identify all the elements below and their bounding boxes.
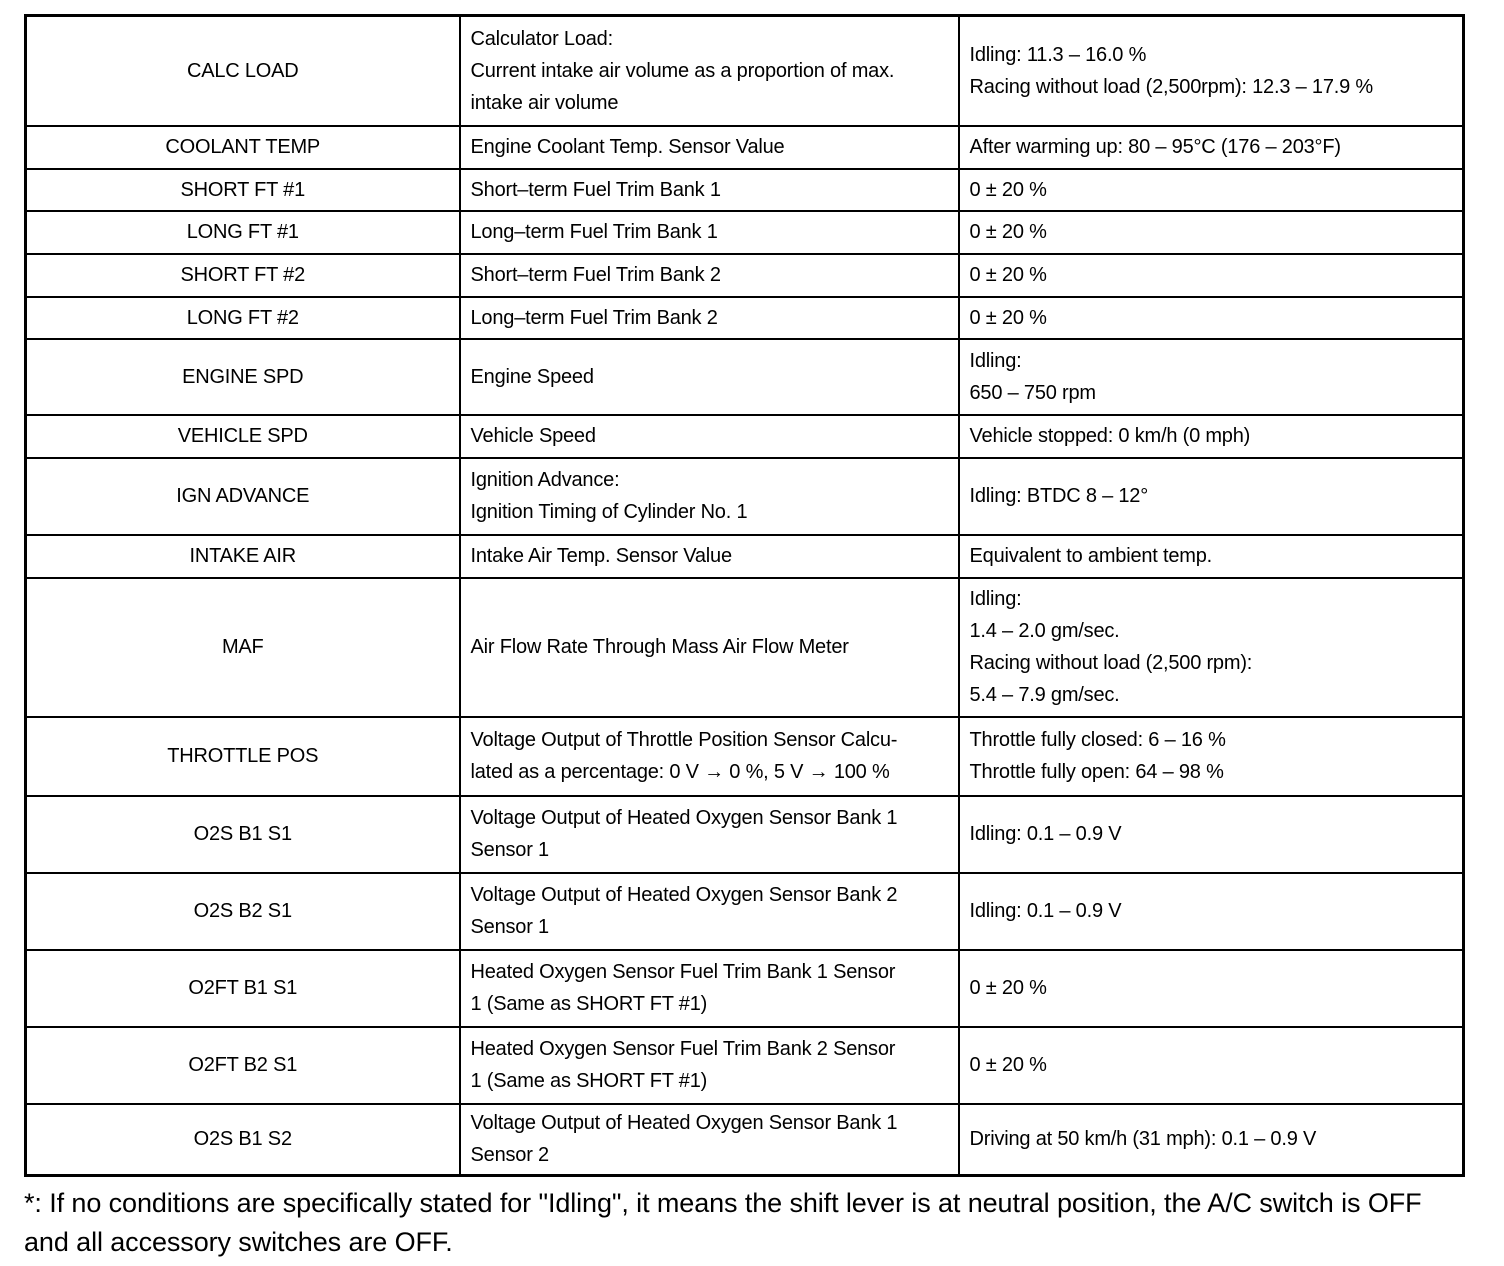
normal-condition-cell xyxy=(959,458,1464,535)
description-cell xyxy=(460,796,959,873)
description-line: Heated Oxygen Sensor Fuel Trim Bank 2 Sensor xyxy=(470,1038,896,1060)
item-name-cell: LONG FT #1 xyxy=(26,211,460,254)
description-cell xyxy=(460,339,959,415)
item-name-cell: IGN ADVANCE xyxy=(26,458,460,535)
table-row xyxy=(26,169,1464,211)
condition-line: Idling: 0.1 – 0.9 V xyxy=(969,900,1122,922)
description-cell xyxy=(460,211,959,254)
description-line: Current intake air volume as a proportion of max. xyxy=(470,59,895,82)
normal-condition-cell xyxy=(959,339,1464,415)
description-cell xyxy=(460,950,959,1027)
item-name-cell: INTAKE AIR xyxy=(26,535,460,578)
condition-line: Equivalent to ambient temp. xyxy=(969,545,1213,567)
condition-line: 0 ± 20 % xyxy=(969,1054,1047,1076)
description-line: Voltage Output of Throttle Position Sensor Calcu- xyxy=(470,729,898,751)
table-body xyxy=(26,16,1464,1176)
table-row xyxy=(26,1027,1464,1104)
table-row xyxy=(26,578,1464,717)
item-name-cell: VEHICLE SPD xyxy=(26,415,460,458)
condition-line: Idling: 11.3 – 16.0 % xyxy=(969,43,1147,66)
description-line: Long–term Fuel Trim Bank 2 xyxy=(470,306,718,329)
item-name-cell: THROTTLE POS xyxy=(26,717,460,796)
table-row xyxy=(26,297,1464,339)
description-line: 1 (Same as SHORT FT #1) xyxy=(470,993,708,1015)
normal-condition-cell xyxy=(959,717,1464,796)
description-line: Heated Oxygen Sensor Fuel Trim Bank 1 Sensor xyxy=(470,961,896,983)
condition-line: Racing without load (2,500rpm): 12.3 – 17.9 % xyxy=(969,75,1373,98)
condition-line: Vehicle stopped: 0 km/h (0 mph) xyxy=(969,425,1251,447)
description-cell xyxy=(460,535,959,578)
item-name-cell: MAF xyxy=(26,578,460,717)
item-name-cell: SHORT FT #2 xyxy=(26,254,460,297)
description-line: 1 (Same as SHORT FT #1) xyxy=(470,1070,708,1092)
description-line: Ignition Timing of Cylinder No. 1 xyxy=(470,501,748,523)
table-row xyxy=(26,415,1464,458)
description-line: Air Flow Rate Through Mass Air Flow Meter xyxy=(470,636,849,658)
condition-line: Driving at 50 km/h (31 mph): 0.1 – 0.9 V xyxy=(969,1128,1317,1151)
table-row xyxy=(26,126,1464,169)
table-row xyxy=(26,717,1464,796)
condition-line: 5.4 – 7.9 gm/sec. xyxy=(969,684,1120,706)
description-cell xyxy=(460,458,959,535)
description-line: Voltage Output of Heated Oxygen Sensor Bank 2 xyxy=(470,884,898,906)
normal-condition-cell xyxy=(959,535,1464,578)
item-name-cell: O2S B2 S1 xyxy=(26,873,460,950)
condition-line: Idling: xyxy=(969,588,1022,610)
normal-condition-cell xyxy=(959,297,1464,339)
normal-condition-cell xyxy=(959,1027,1464,1104)
description-line: Short–term Fuel Trim Bank 2 xyxy=(470,264,721,286)
table-row xyxy=(26,535,1464,578)
normal-condition-cell xyxy=(959,578,1464,717)
item-name-cell: ENGINE SPD xyxy=(26,339,460,415)
condition-line: 0 ± 20 % xyxy=(969,264,1047,286)
data-list-table xyxy=(24,14,1465,1177)
description-line: Long–term Fuel Trim Bank 1 xyxy=(470,221,718,243)
condition-line: Throttle fully open: 64 – 98 % xyxy=(969,761,1224,783)
description-cell xyxy=(460,16,959,126)
description-line: lated as a percentage: 0 V → 0 %, 5 V → 100 % xyxy=(470,761,890,783)
description-line: Short–term Fuel Trim Bank 1 xyxy=(470,178,721,201)
normal-condition-cell xyxy=(959,169,1464,211)
condition-line: 0 ± 20 % xyxy=(969,178,1047,201)
description-line: Engine Coolant Temp. Sensor Value xyxy=(470,136,785,158)
condition-line: After warming up: 80 – 95°C (176 – 203°F) xyxy=(969,136,1341,158)
description-line: Sensor 2 xyxy=(470,1144,549,1167)
item-name-cell: O2FT B1 S1 xyxy=(26,950,460,1027)
description-line: Ignition Advance: xyxy=(470,469,620,491)
normal-condition-cell xyxy=(959,796,1464,873)
description-cell xyxy=(460,873,959,950)
condition-line: 650 – 750 rpm xyxy=(969,381,1096,404)
description-cell xyxy=(460,1027,959,1104)
item-name-cell: SHORT FT #1 xyxy=(26,169,460,211)
condition-line: Throttle fully closed: 6 – 16 % xyxy=(969,729,1226,751)
table-row xyxy=(26,16,1464,126)
normal-condition-cell xyxy=(959,873,1464,950)
item-name-cell: O2S B1 S1 xyxy=(26,796,460,873)
description-cell xyxy=(460,126,959,169)
description-line: Voltage Output of Heated Oxygen Sensor Bank 1 xyxy=(470,1112,898,1135)
description-cell xyxy=(460,415,959,458)
description-cell xyxy=(460,717,959,796)
condition-line: Idling: xyxy=(969,349,1022,372)
item-name-cell: COOLANT TEMP xyxy=(26,126,460,169)
description-line: Intake Air Temp. Sensor Value xyxy=(470,545,732,567)
table-row xyxy=(26,339,1464,415)
table-row xyxy=(26,950,1464,1027)
table-row xyxy=(26,458,1464,535)
item-name-cell: CALC LOAD xyxy=(26,16,460,126)
table-row xyxy=(26,873,1464,950)
table-row xyxy=(26,254,1464,297)
item-name-cell: LONG FT #2 xyxy=(26,297,460,339)
condition-line: 0 ± 20 % xyxy=(969,977,1047,999)
normal-condition-cell xyxy=(959,415,1464,458)
description-line: Sensor 1 xyxy=(470,916,549,938)
table-row xyxy=(26,796,1464,873)
condition-line: Racing without load (2,500 rpm): xyxy=(969,652,1253,674)
description-line: Vehicle Speed xyxy=(470,425,596,447)
description-cell xyxy=(460,169,959,211)
table-row xyxy=(26,211,1464,254)
normal-condition-cell xyxy=(959,950,1464,1027)
condition-line: 0 ± 20 % xyxy=(969,306,1047,329)
normal-condition-cell xyxy=(959,211,1464,254)
condition-line: Idling: 0.1 – 0.9 V xyxy=(969,823,1122,845)
description-cell xyxy=(460,254,959,297)
description-line: Engine Speed xyxy=(470,365,594,388)
description-line: Calculator Load: xyxy=(470,27,613,50)
description-cell xyxy=(460,297,959,339)
normal-condition-cell xyxy=(959,1104,1464,1176)
description-cell xyxy=(460,578,959,717)
condition-line: 1.4 – 2.0 gm/sec. xyxy=(969,620,1120,642)
normal-condition-cell xyxy=(959,126,1464,169)
description-cell xyxy=(460,1104,959,1176)
normal-condition-cell xyxy=(959,254,1464,297)
description-line: Sensor 1 xyxy=(470,839,549,861)
table-row xyxy=(26,1104,1464,1176)
description-line: intake air volume xyxy=(470,91,619,114)
item-name-cell: O2FT B2 S1 xyxy=(26,1027,460,1104)
description-line: Voltage Output of Heated Oxygen Sensor Bank 1 xyxy=(470,807,898,829)
footnote: *: If no conditions are specifically stated for "Idling", it means the shift lever is at neutral position, the A/C switch is OFF and all accessory switches are OFF. xyxy=(24,1188,1422,1257)
item-name-cell: O2S B1 S2 xyxy=(26,1104,460,1176)
normal-condition-cell xyxy=(959,16,1464,126)
condition-line: Idling: BTDC 8 – 12° xyxy=(969,485,1149,507)
condition-line: 0 ± 20 % xyxy=(969,221,1047,243)
